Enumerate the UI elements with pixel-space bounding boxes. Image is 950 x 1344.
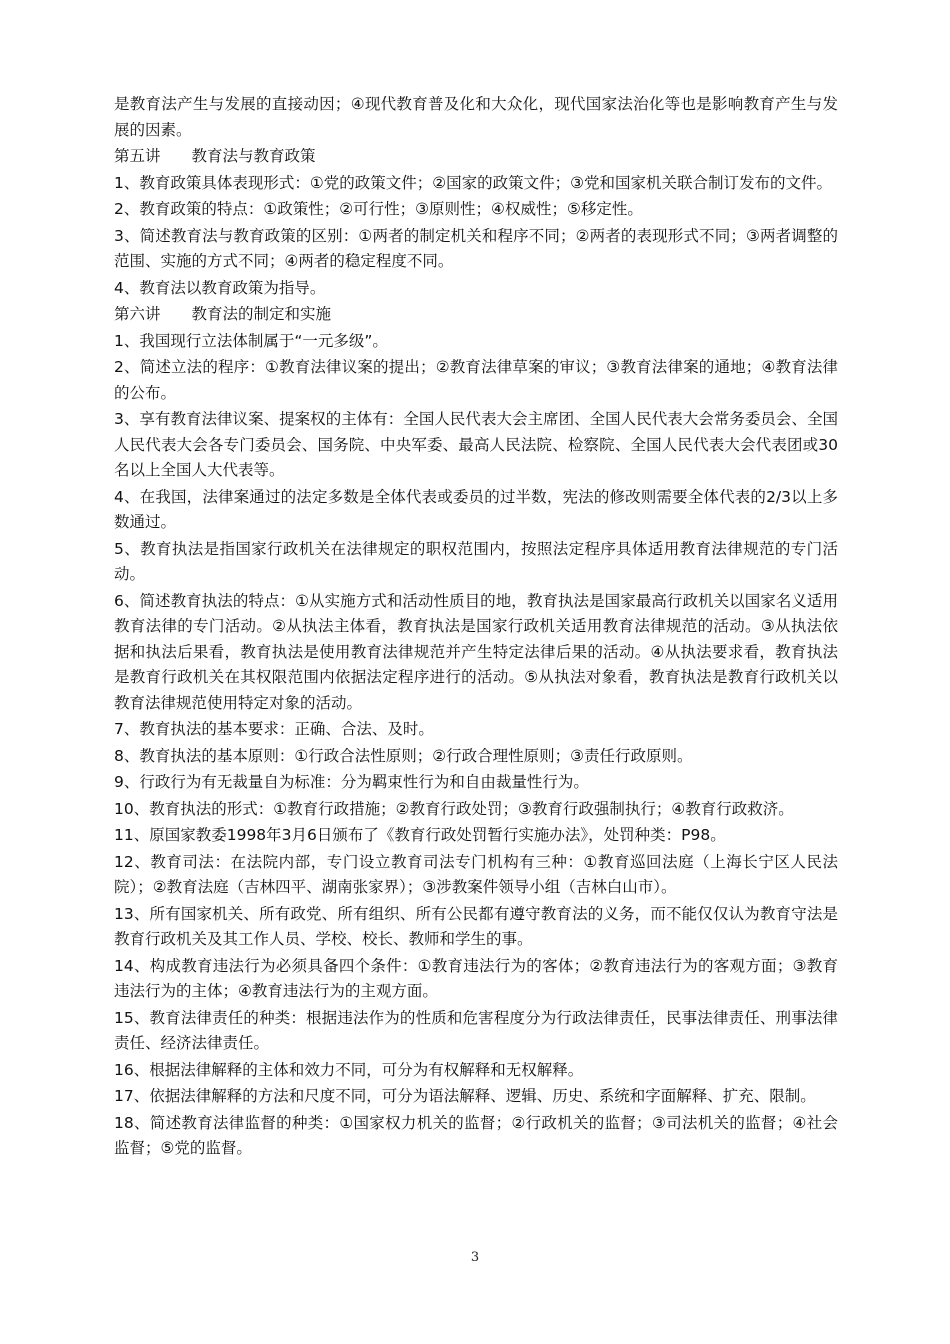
paragraph: 1、教育政策具体表现形式：①党的政策文件；②国家的政策文件；③党和国家机关联合制订发布的文件。 xyxy=(114,173,833,192)
paragraph: 11、原国家教委1998年3月6日颁布了《教育行政处罚暂行实施办法》，处罚种类：P98。 xyxy=(114,826,726,844)
paragraph: 9、行政行为有无裁量自为标准：分为羁束性行为和自由裁量性行为。 xyxy=(114,773,589,791)
paragraph: 15、教育法律责任的种类：根据违法作为的性质和危害程度分为行政法律责任，民事法律责任、刑事法律责任、经济法律责任。 xyxy=(114,1008,838,1052)
paragraph: 16、根据法律解释的主体和效力不同，可分为有权解释和无权解释。 xyxy=(114,1060,584,1079)
paragraph: 14、构成教育违法行为必须具备四个条件：①教育违法行为的客体；②教育违法行为的客观方面；③教育违法行为的主体；④教育违法行为的主观方面。 xyxy=(114,956,838,1000)
paragraph: 8、教育执法的基本原则：①行政合法性原则；②行政合理性原则；③责任行政原则。 xyxy=(114,746,693,765)
paragraph: 7、教育执法的基本要求：正确、合法、及时。 xyxy=(114,720,434,738)
paragraph: 2、简述立法的程序：①教育法律议案的提出；②教育法律草案的审议；③教育法律案的通地；④教育法律的公布。 xyxy=(114,358,838,402)
paragraph: 3、简述教育法与教育政策的区别：①两者的制定机关和程序不同；②两者的表现形式不同；③两者调整的范围、实施的方式不同；④两者的稳定程度不同。 xyxy=(114,226,838,270)
paragraph: 4、教育法以教育政策为指导。 xyxy=(114,278,326,297)
paragraph: 17、依据法律解释的方法和尺度不同，可分为语法解释、逻辑、历史、系统和字面解释、扩充、限制。 xyxy=(114,1087,816,1105)
paragraph: 5、教育执法是指国家行政机关在法律规定的职权范围内，按照法定程序具体适用教育法律规范的专门活动。 xyxy=(114,539,838,583)
paragraph: 12、教育司法：在法院内部，专门设立教育司法专门机构有三种：①教育巡回法庭（上海长宁区人民法院）；②教育法庭（吉林四平、湖南张家界）；③涉教案件领导小组（吉林白山市）。 xyxy=(114,852,838,896)
paragraph: 3、享有教育法律议案、提案权的主体有：全国人民代表大会主席团、全国人民代表大会常务委员会、全国人民代表大会各专门委员会、国务院、中央军委、最高人民法院、检察院、全国人民代表大会代表团或30名以上全国人大代表等。 xyxy=(114,410,838,479)
paragraph: 6、简述教育执法的特点：①从实施方式和活动性质目的地，教育执法是国家最高行政机关以国家名义适用教育法律的专门活动。②从执法主体看，教育执法是国家行政机关适用教育法律规范的活动。③从执法依据和执法后果看，教育执法是使用教育法律规范并产生特定法律后果的活动。④从执法要求看，教育执法是教育行政机关在其权限范围内依据法定程序进行的活动。⑤从执法对象看，教育执法是教育行政机关以教育法律规范使用特定对象的活动。 xyxy=(114,591,838,712)
paragraph: 18、简述教育法律监督的种类：①国家权力机关的监督；②行政机关的监督；③司法机关的监督；④社会监督；⑤党的监督。 xyxy=(114,1113,838,1157)
paragraph: 4、在我国，法律案通过的法定多数是全体代表或委员的过半数，宪法的修改则需要全体代表的2/3以上多数通过。 xyxy=(114,487,838,531)
paragraph: 2、教育政策的特点：①政策性；②可行性；③原则性；④权威性；⑤移定性。 xyxy=(114,200,643,218)
page-number: 3 xyxy=(470,1250,480,1265)
paragraph: 10、教育执法的形式：①教育行政措施；②教育行政处罚；③教育行政强制执行；④教育行政救济。 xyxy=(114,799,794,818)
section-heading: 第五讲 教育法与教育政策 xyxy=(114,147,316,165)
paragraph: 13、所有国家机关、所有政党、所有组织、所有公民都有遵守教育法的义务，而不能仅仅认为教育守法是教育行政机关及其工作人员、学校、校长、教师和学生的事。 xyxy=(114,904,838,948)
paragraph: 是教育法产生与发展的直接动因；④现代教育普及化和大众化，现代国家法治化等也是影响教育产生与发展的因素。 xyxy=(114,95,838,139)
section-heading: 第六讲 教育法的制定和实施 xyxy=(114,305,332,323)
document-body xyxy=(114,92,838,1163)
paragraph: 1、我国现行立法体制属于“一元多级”。 xyxy=(114,331,388,350)
